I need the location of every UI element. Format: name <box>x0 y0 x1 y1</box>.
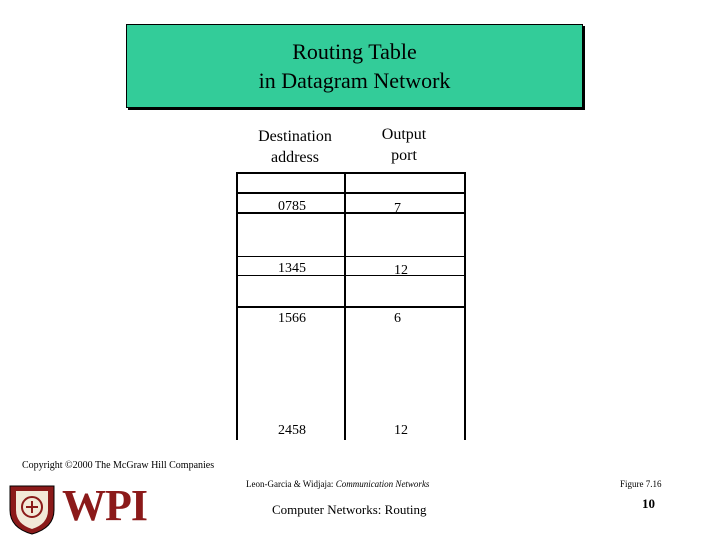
wpi-logo-text: WPI <box>62 481 147 530</box>
copyright-notice: Copyright ©2000 The McGraw Hill Companies <box>22 460 215 471</box>
output-port-header-line1: Output <box>381 126 427 143</box>
slide-title-line1: Routing Table <box>292 39 417 64</box>
table-top-border <box>236 172 466 174</box>
citation <box>246 479 429 489</box>
routing-table <box>236 172 466 440</box>
table-cell-destination: 0785 <box>278 199 306 214</box>
output-port-header-line2: port <box>391 147 417 164</box>
destination-header <box>236 126 354 168</box>
slide-title-line2: in Datagram Network <box>258 68 451 93</box>
destination-header-line1: Destination <box>258 128 332 145</box>
table-cell-port: 7 <box>394 201 401 216</box>
wpi-seal-icon <box>6 480 58 536</box>
table-cell-destination: 1566 <box>278 311 306 326</box>
page-number: 10 <box>642 496 655 511</box>
destination-header-line2: address <box>271 149 319 166</box>
citation-book: Communication Networks <box>335 479 430 489</box>
table-row-divider <box>236 212 466 214</box>
output-port-header <box>354 124 454 166</box>
table-cell-destination: 2458 <box>278 423 306 438</box>
slide-title-box <box>126 24 583 108</box>
highlighted-table-row <box>236 256 466 276</box>
table-cell-port: 6 <box>394 311 401 326</box>
table-cell-port: 12 <box>394 263 408 278</box>
table-row-divider <box>236 306 466 308</box>
table-header-divider <box>236 192 466 194</box>
wpi-logo <box>6 480 146 538</box>
figure-label: Figure 7.16 <box>620 479 662 489</box>
table-cell-destination: 1345 <box>278 261 306 276</box>
table-cell-port: 12 <box>394 423 408 438</box>
citation-authors: Leon-Garcia & Widjaja: <box>246 479 336 489</box>
footer-title: Computer Networks: Routing <box>272 502 427 517</box>
